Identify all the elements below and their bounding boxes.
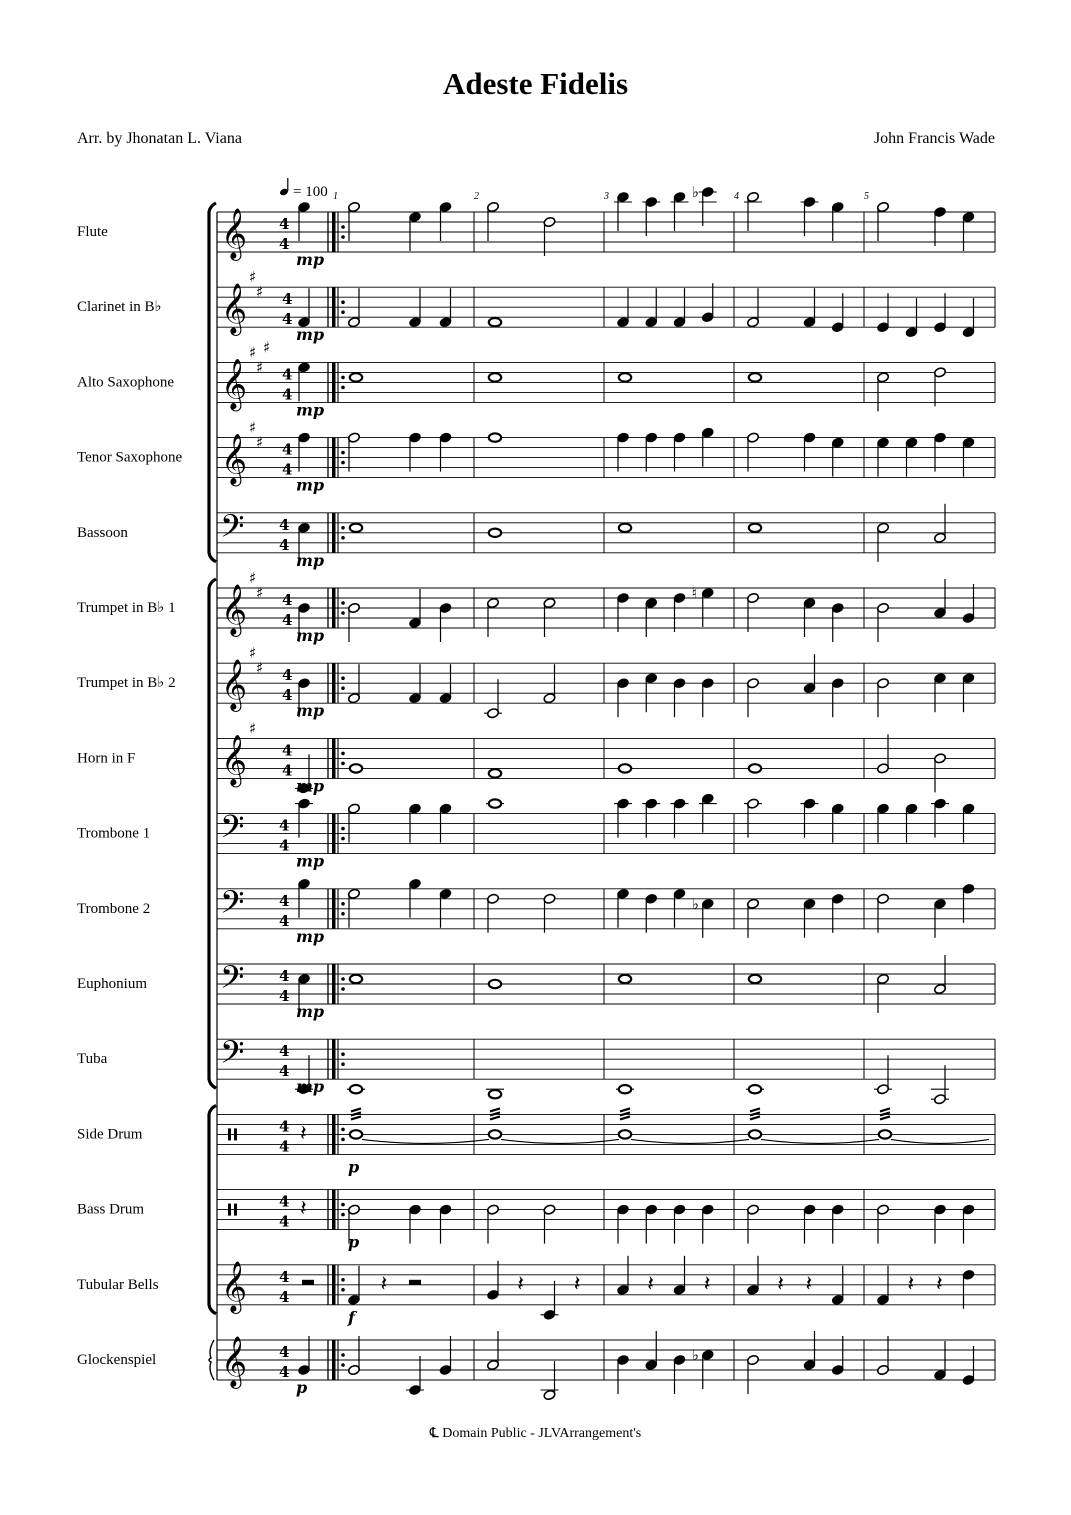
- repeat-dot: [341, 977, 345, 981]
- repeat-dot: [341, 686, 345, 690]
- time-signature-numerator: 4: [279, 1042, 290, 1061]
- quarter-rest: 𝄽: [300, 1121, 307, 1147]
- staff-horn-in-f: [77, 719, 995, 795]
- instrument-label: Alto Saxophone: [77, 374, 175, 391]
- repeat-dot: [341, 1203, 345, 1207]
- percussion-clef-icon: [228, 1204, 231, 1216]
- dynamic-marking: mp: [296, 1002, 325, 1021]
- dynamic-marking: mp: [296, 475, 325, 495]
- tempo-text: = 100: [293, 184, 328, 200]
- repeat-dot: [341, 1353, 345, 1357]
- time-signature-denominator: 4: [279, 1287, 290, 1306]
- measure-number: 3: [604, 191, 609, 202]
- tie-arc: [631, 1139, 749, 1143]
- staff-trombone-2: [77, 878, 995, 946]
- quarter-rest: 𝄽: [647, 1271, 654, 1297]
- staff-bass-drum: [77, 1190, 995, 1252]
- composer-credit: John Francis Wade: [873, 130, 995, 147]
- whole-note: [489, 1090, 501, 1098]
- dynamic-marking: mp: [296, 550, 325, 570]
- repeat-dot: [341, 837, 345, 841]
- repeat-dot: [341, 676, 345, 680]
- repeat-barline: [332, 1039, 336, 1079]
- time-signature-numerator: 4: [279, 967, 290, 985]
- tremolo-slash: [490, 1116, 500, 1119]
- time-signature-numerator: 4: [279, 515, 290, 534]
- instrument-label: Trumpet in B♭ 1: [77, 600, 176, 616]
- time-signature-denominator: 4: [279, 1212, 290, 1231]
- dynamic-marking: mp: [296, 926, 325, 946]
- group-bracket: [209, 1105, 216, 1313]
- whole-note: [489, 433, 501, 441]
- time-signature-numerator: 4: [279, 1267, 290, 1286]
- repeat-dot: [341, 1288, 345, 1292]
- repeat-dot: [341, 1138, 345, 1142]
- time-signature-denominator: 4: [279, 1137, 290, 1156]
- key-sharp-icon: ♯: [263, 338, 271, 357]
- whole-note: [489, 318, 501, 326]
- repeat-dot: [341, 386, 345, 390]
- tremolo-slash: [620, 1116, 630, 1119]
- quarter-rest: 𝄽: [300, 1196, 307, 1222]
- instrument-label: Trumpet in B♭ 2: [77, 675, 176, 692]
- key-sharp-icon: ♯: [249, 418, 257, 437]
- time-signature-numerator: 4: [282, 290, 293, 309]
- repeat-dot: [341, 1052, 345, 1056]
- tremolo-slash: [750, 1116, 760, 1119]
- time-signature-numerator: 4: [282, 666, 293, 685]
- whole-note: [749, 373, 761, 381]
- treble-clef-icon: 𝄞: [221, 1260, 248, 1312]
- whole-note: [619, 764, 631, 772]
- repeat-dot: [341, 601, 345, 605]
- whole-note: [619, 1130, 631, 1138]
- repeat-dot: [341, 1062, 345, 1066]
- time-signature-denominator: 4: [279, 1062, 290, 1081]
- percussion-clef-icon: [228, 1128, 231, 1140]
- half-rest: [409, 1280, 421, 1285]
- tie-arc: [501, 1139, 619, 1143]
- group-bracket: [209, 203, 216, 562]
- whole-note: [350, 764, 362, 772]
- repeat-dot: [341, 902, 345, 906]
- instrument-label: Trombone 1: [77, 825, 151, 842]
- bass-clef-icon: 𝄢: [220, 1034, 245, 1079]
- quarter-rest: 𝄽: [777, 1271, 784, 1297]
- time-signature-denominator: 4: [279, 836, 290, 855]
- dynamic-marking: p: [348, 1232, 360, 1252]
- dynamic-marking: mp: [296, 1077, 325, 1097]
- quarter-rest: 𝄽: [573, 1271, 581, 1297]
- time-signature-denominator: 4: [282, 611, 293, 629]
- repeat-dot: [341, 451, 345, 455]
- repeat-dot: [341, 912, 345, 916]
- repeat-barline: [332, 1340, 336, 1380]
- tremolo-slash: [490, 1108, 500, 1111]
- time-signature-denominator: 4: [282, 310, 293, 329]
- key-sharp-icon: ♯: [256, 283, 264, 302]
- dynamic-marking: mp: [296, 400, 325, 420]
- staff-trumpet-in-b-2: [77, 644, 995, 720]
- measure-number: 4: [734, 191, 739, 202]
- repeat-dot: [341, 987, 345, 991]
- treble-clef-icon: 𝄞: [221, 208, 248, 259]
- copyright-footer: ℄ Domain Public - JLVArrangement's: [429, 1426, 642, 1441]
- instrument-label: Euphonium: [77, 976, 147, 992]
- whole-note: [879, 1130, 891, 1138]
- percussion-clef-icon: [234, 1204, 237, 1216]
- repeat-dot: [341, 1363, 345, 1367]
- whole-note: [749, 524, 761, 532]
- repeat-barline: [332, 588, 336, 628]
- repeat-dot: [341, 762, 345, 766]
- repeat-barline: [332, 1190, 336, 1230]
- repeat-dot: [341, 827, 345, 831]
- whole-note: [749, 764, 761, 772]
- instrument-label: Side Drum: [77, 1126, 143, 1143]
- repeat-barline: [332, 212, 336, 252]
- repeat-barline: [332, 663, 336, 703]
- staff-tenor-saxophone: [77, 419, 995, 495]
- time-signature-numerator: 4: [279, 816, 290, 835]
- time-signature-numerator: 4: [279, 1192, 290, 1211]
- tie-arc: [891, 1139, 989, 1143]
- staff-flute: [77, 183, 995, 269]
- time-signature-numerator: 4: [279, 1343, 290, 1361]
- repeat-dot: [341, 235, 345, 239]
- dynamic-marking: p: [348, 1157, 360, 1177]
- repeat-barline: [332, 889, 336, 929]
- key-sharp-icon: ♯: [249, 268, 257, 287]
- repeat-dot: [341, 310, 345, 314]
- whole-note: [350, 373, 362, 381]
- repeat-dot: [341, 461, 345, 465]
- tremolo-slash: [351, 1108, 361, 1111]
- time-signature-denominator: 4: [279, 911, 290, 930]
- quarter-rest: 𝄽: [517, 1271, 524, 1297]
- whole-note: [489, 529, 501, 537]
- key-sharp-icon: ♯: [256, 584, 264, 602]
- whole-note: [350, 1130, 362, 1138]
- whole-note: [489, 980, 501, 988]
- arranger-credit: Arr. by Jhonatan L. Viana: [77, 130, 242, 147]
- whole-note: [350, 524, 362, 532]
- instrument-label: Clarinet in B♭: [77, 299, 162, 316]
- staff-tubular-bells: [77, 1256, 995, 1327]
- key-sharp-icon: ♯: [256, 659, 264, 678]
- group-bracket: [209, 579, 216, 1088]
- staff-alto-saxophone: [77, 338, 995, 419]
- staff-euphonium: [77, 955, 995, 1021]
- whole-note: [489, 769, 501, 777]
- flat-accidental: ♭: [691, 1346, 699, 1364]
- instrument-label: Bass Drum: [77, 1201, 145, 1218]
- staff-clarinet-in-b: [77, 268, 995, 344]
- tie-arc: [761, 1139, 879, 1143]
- measure-number: 5: [864, 191, 869, 202]
- whole-note: [619, 524, 631, 532]
- quarter-rest: 𝄽: [907, 1271, 915, 1297]
- flat-accidental: ♭: [691, 894, 699, 913]
- repeat-dot: [341, 1213, 345, 1217]
- tremolo-slash: [351, 1112, 361, 1115]
- repeat-dot: [341, 752, 345, 756]
- tie-arc: [362, 1139, 489, 1143]
- time-signature-denominator: 4: [282, 761, 293, 780]
- dynamic-marking: mp: [296, 701, 325, 721]
- dynamic-marking: mp: [296, 325, 325, 345]
- tremolo-slash: [750, 1108, 760, 1111]
- dynamic-marking: f: [348, 1307, 355, 1327]
- repeat-dot: [341, 1128, 345, 1132]
- quarter-rest: 𝄽: [703, 1271, 711, 1297]
- repeat-dot: [341, 526, 345, 530]
- repeat-barline: [332, 1265, 336, 1305]
- measure-number: 2: [474, 191, 479, 202]
- quarter-rest: 𝄽: [805, 1271, 813, 1297]
- half-rest: [302, 1280, 314, 1285]
- dynamic-marking: mp: [296, 626, 325, 645]
- staff-tuba: [77, 1034, 995, 1105]
- time-signature-denominator: 4: [282, 686, 293, 705]
- instrument-label: Glockenspiel: [77, 1352, 157, 1368]
- instrument-label: Horn in F: [77, 750, 136, 767]
- treble-clef-icon: 𝄞: [221, 1336, 248, 1387]
- key-sharp-icon: ♯: [256, 358, 264, 377]
- bass-clef-icon: 𝄢: [220, 959, 245, 1003]
- whole-note: [489, 1130, 501, 1138]
- flat-accidental: ♭: [691, 183, 699, 201]
- repeat-barline: [332, 287, 336, 327]
- natural-accidental: ♮: [691, 584, 698, 602]
- bass-clef-icon: 𝄢: [220, 808, 245, 853]
- dynamic-marking: mp: [296, 851, 325, 871]
- instrument-label: Trombone 2: [77, 900, 151, 917]
- repeat-dot: [341, 1278, 345, 1282]
- time-signature-numerator: 4: [279, 215, 290, 233]
- whole-note: [489, 799, 501, 807]
- key-sharp-icon: ♯: [249, 644, 257, 663]
- key-sharp-icon: ♯: [249, 343, 257, 362]
- measure-number: 1: [333, 191, 338, 202]
- key-sharp-icon: ♯: [249, 719, 257, 738]
- staff-side-drum: [77, 1108, 995, 1176]
- time-signature-numerator: 4: [279, 1117, 290, 1136]
- time-signature-denominator: 4: [279, 235, 290, 253]
- repeat-barline: [332, 738, 336, 778]
- time-signature-numerator: 4: [282, 591, 293, 609]
- treble-clef-icon: 𝄞: [221, 659, 248, 711]
- score-title: Adeste Fidelis: [442, 66, 629, 101]
- whole-note: [350, 975, 362, 983]
- repeat-dot: [341, 225, 345, 229]
- dynamic-marking: mp: [296, 776, 325, 796]
- treble-clef-icon: 𝄞: [221, 584, 248, 635]
- percussion-clef-icon: [234, 1128, 237, 1140]
- tremolo-slash: [490, 1112, 500, 1115]
- whole-note: [749, 1085, 761, 1093]
- time-signature-denominator: 4: [282, 460, 293, 479]
- whole-note: [619, 975, 631, 983]
- tremolo-slash: [880, 1116, 890, 1119]
- time-signature-denominator: 4: [279, 1363, 290, 1381]
- whole-note: [619, 373, 631, 381]
- time-signature-denominator: 4: [279, 987, 290, 1005]
- glockenspiel-brace: [209, 1340, 214, 1380]
- quarter-rest: 𝄽: [380, 1271, 388, 1297]
- treble-clef-icon: 𝄞: [221, 283, 248, 335]
- dynamic-marking: mp: [296, 250, 325, 269]
- tremolo-slash: [880, 1112, 890, 1115]
- time-signature-numerator: 4: [279, 891, 290, 910]
- repeat-barline: [332, 513, 336, 553]
- whole-note: [749, 975, 761, 983]
- treble-clef-icon: 𝄞: [221, 358, 248, 410]
- staff-glockenspiel: [77, 1331, 995, 1401]
- time-signature-numerator: 4: [282, 741, 293, 760]
- repeat-barline: [332, 964, 336, 1004]
- treble-clef-icon: 𝄞: [221, 433, 248, 485]
- key-sharp-icon: ♯: [256, 433, 264, 452]
- whole-note: [350, 1085, 362, 1093]
- repeat-dot: [341, 611, 345, 615]
- repeat-barline: [332, 362, 336, 402]
- tempo-marking: [279, 178, 328, 200]
- time-signature-denominator: 4: [282, 385, 293, 404]
- dynamic-marking: p: [296, 1378, 308, 1397]
- instrument-label: Tuba: [77, 1051, 108, 1068]
- tremolo-slash: [750, 1112, 760, 1115]
- whole-note: [749, 1130, 761, 1138]
- bass-clef-icon: 𝄢: [220, 507, 245, 552]
- key-sharp-icon: ♯: [249, 569, 257, 587]
- treble-clef-icon: 𝄞: [221, 734, 248, 786]
- instrument-label: Tubular Bells: [77, 1276, 159, 1293]
- quarter-rest: 𝄽: [936, 1271, 943, 1297]
- repeat-barline: [332, 438, 336, 478]
- instrument-label: Tenor Saxophone: [77, 449, 183, 466]
- tremolo-slash: [620, 1108, 630, 1111]
- tremolo-slash: [620, 1112, 630, 1115]
- tremolo-slash: [351, 1116, 361, 1119]
- repeat-dot: [341, 536, 345, 540]
- instrument-label: Flute: [77, 224, 108, 240]
- repeat-barline: [332, 814, 336, 854]
- time-signature-denominator: 4: [279, 535, 290, 554]
- time-signature-numerator: 4: [282, 365, 293, 384]
- repeat-dot: [341, 300, 345, 304]
- staff-trombone-1: [77, 793, 995, 871]
- tremolo-slash: [880, 1108, 890, 1111]
- instrument-label: Bassoon: [77, 524, 128, 541]
- time-signature-numerator: 4: [282, 440, 293, 459]
- bass-clef-icon: 𝄢: [220, 883, 245, 928]
- repeat-dot: [341, 376, 345, 380]
- whole-note: [619, 1085, 631, 1093]
- repeat-barline: [332, 1114, 336, 1154]
- whole-note: [489, 373, 501, 381]
